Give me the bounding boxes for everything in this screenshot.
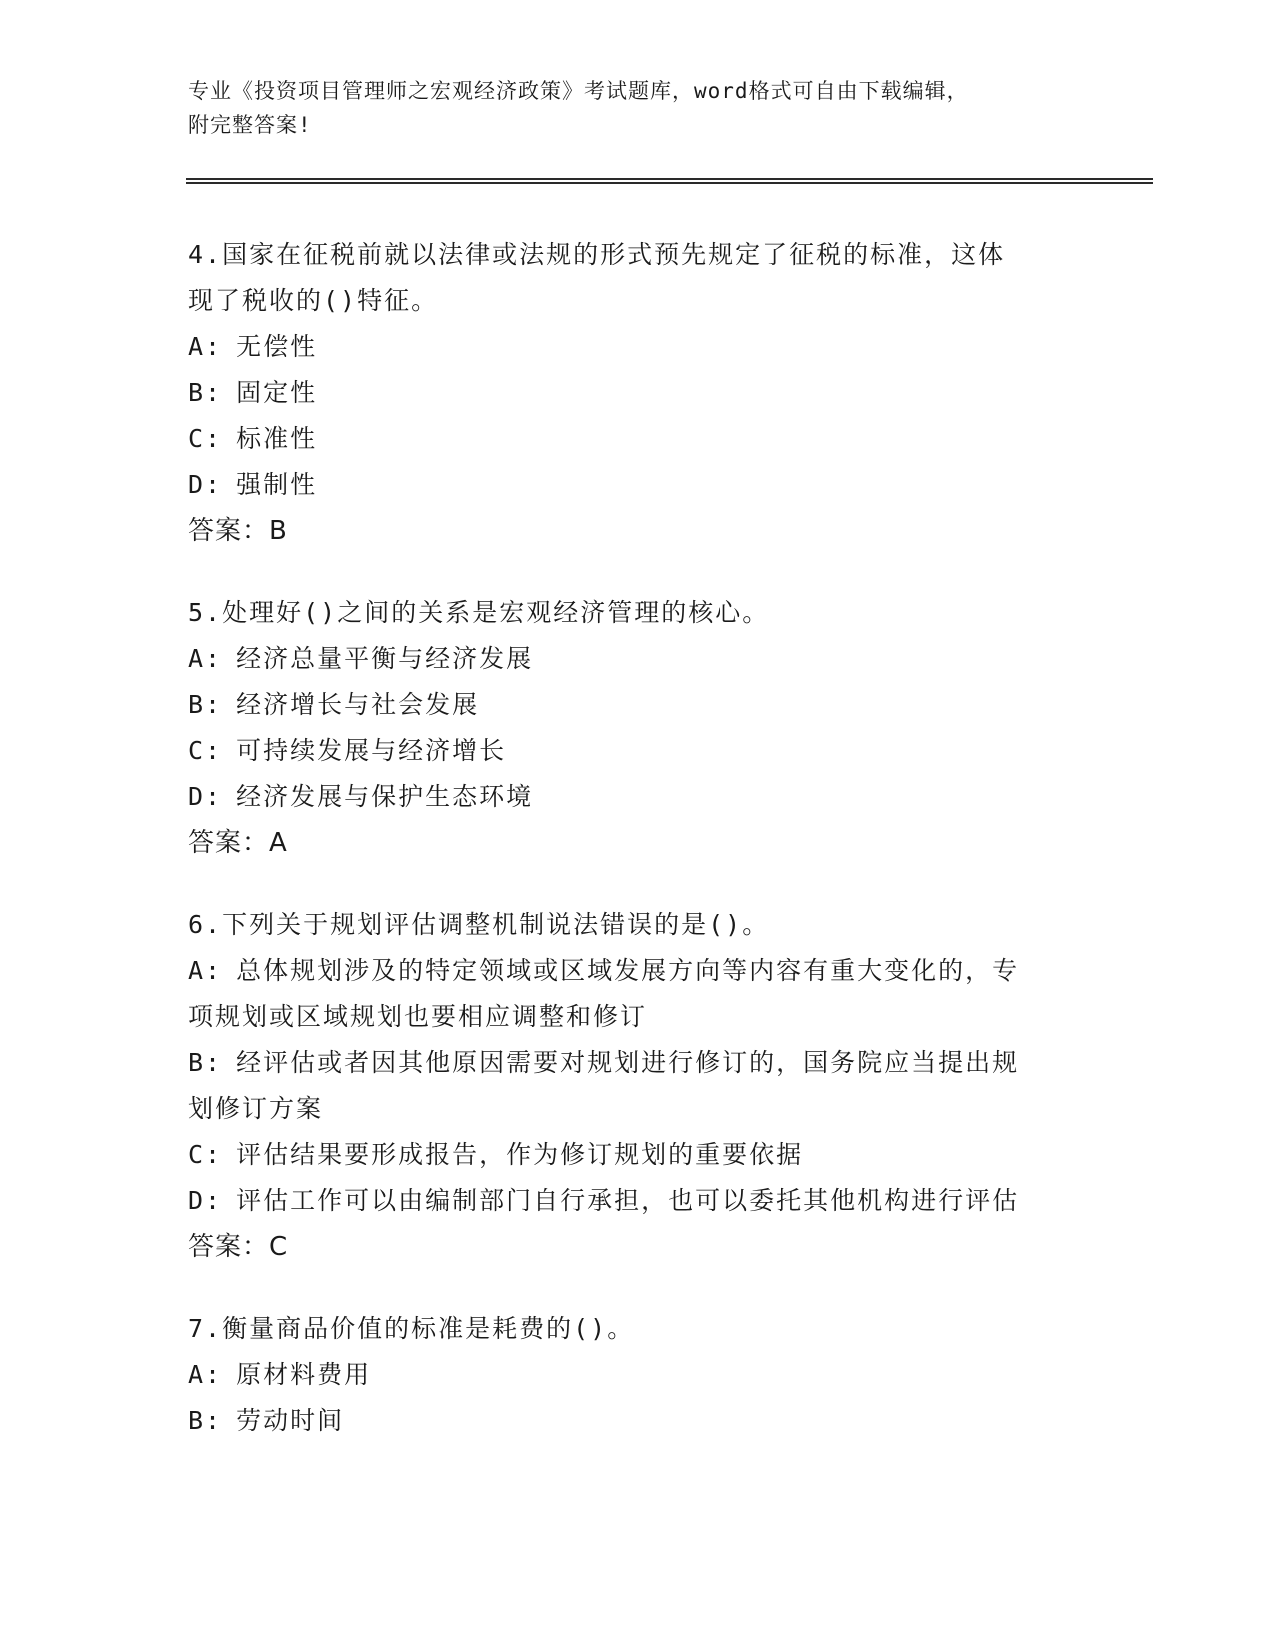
option-label: B: [188,690,223,719]
option-label: A: [188,332,223,361]
option-line [188,324,1088,370]
option-label: A: [188,956,223,985]
header-line-2: 附完整答案! [188,113,312,137]
option-text: 评估结果要形成报告，作为修订规划的重要依据 [236,1140,804,1169]
question-item [188,902,1088,1270]
option-line [188,948,1088,994]
question-item [188,1306,1088,1444]
option-label: C: [188,1140,223,1169]
document-header [188,74,1088,142]
option-label: B: [188,378,223,407]
option-line [188,1352,1088,1398]
question-stem: 6.下列关于规划评估调整机制说法错误的是()。 [188,910,770,939]
option-text: 经评估或者因其他原因需要对规划进行修订的，国务院应当提出规 [236,1048,1020,1077]
option-label: B: [188,1048,223,1077]
option-label: D: [188,470,223,499]
header-divider-bottom [186,182,1153,184]
answer-line: 答案：C [188,1232,289,1262]
option-line [188,1398,1088,1444]
option-line [188,1178,1088,1224]
answer-line: 答案：A [188,828,288,858]
option-text: 可持续发展与经济增长 [236,736,507,765]
option-text: 总体规划涉及的特定领域或区域发展方向等内容有重大变化的，专 [236,956,1020,985]
option-label: D: [188,782,223,811]
option-text: 原材料费用 [236,1360,372,1389]
option-label: B: [188,1406,223,1435]
option-line [188,682,1088,728]
option-line [188,462,1088,508]
option-text: 劳动时间 [236,1406,345,1435]
question-item [188,232,1088,554]
option-text: 经济总量平衡与经济发展 [236,644,534,673]
option-label: C: [188,736,223,765]
question-stem: 5.处理好()之间的关系是宏观经济管理的核心。 [188,598,770,627]
question-stem: 7.衡量商品价值的标准是耗费的()。 [188,1314,635,1343]
option-text: 强制性 [236,470,318,499]
option-line [188,636,1088,682]
question-stem: 4.国家在征税前就以法律或法规的形式预先规定了征税的标准，这体 [188,240,1006,269]
question-item [188,590,1088,866]
header-line-1: 专业《投资项目管理师之宏观经济政策》考试题库，word格式可自由下载编辑， [188,79,969,103]
option-text: 经济发展与保护生态环境 [236,782,534,811]
option-line [188,1132,1088,1178]
answer-line: 答案：B [188,516,288,546]
option-text: 划修订方案 [188,1094,324,1123]
header-divider-top [186,178,1153,180]
option-text: 无偿性 [236,332,318,361]
option-text: 评估工作可以由编制部门自行承担，也可以委托其他机构进行评估 [236,1186,1020,1215]
option-text: 标准性 [236,424,318,453]
option-text: 项规划或区域规划也要相应调整和修订 [188,1002,648,1031]
option-line [188,416,1088,462]
option-line [188,774,1088,820]
option-label: A: [188,1360,223,1389]
option-text: 固定性 [236,378,318,407]
option-line [188,1086,1088,1132]
option-line [188,370,1088,416]
option-label: D: [188,1186,223,1215]
option-line [188,728,1088,774]
option-label: C: [188,424,223,453]
question-list [188,232,1088,1480]
option-line [188,994,1088,1040]
question-stem: 现了税收的()特征。 [188,286,439,315]
option-label: A: [188,644,223,673]
option-text: 经济增长与社会发展 [236,690,480,719]
option-line [188,1040,1088,1086]
